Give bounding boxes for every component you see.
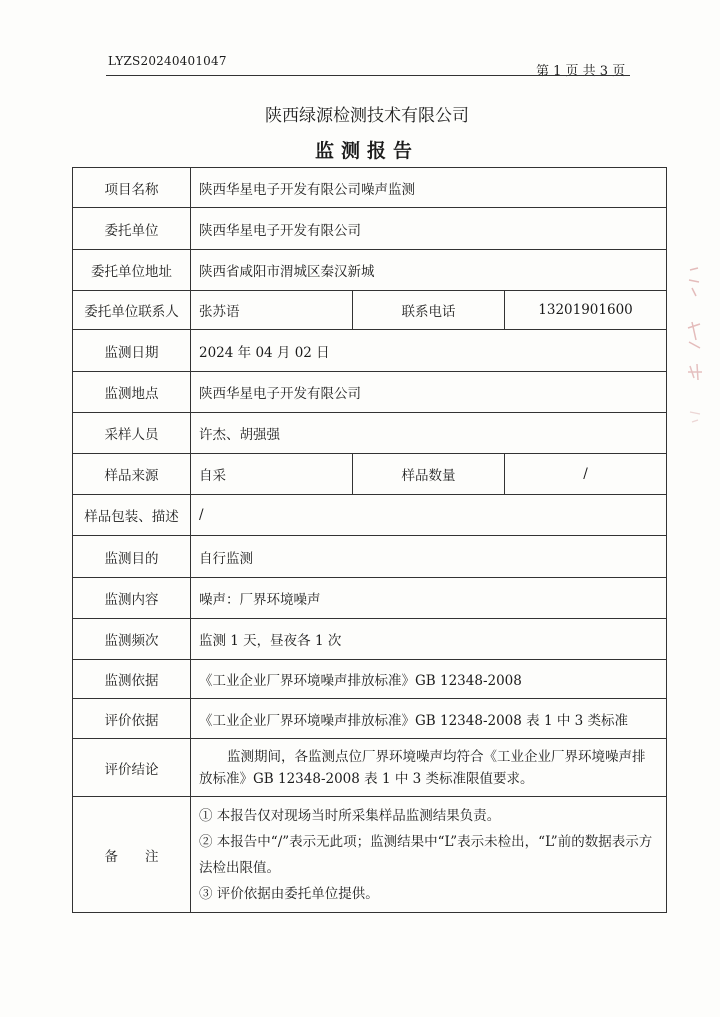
- purpose-label: 监测目的: [73, 536, 191, 578]
- sample-source-value: 自采: [191, 454, 353, 495]
- client-value: 陕西华星电子开发有限公司: [191, 208, 667, 250]
- row-basis: [73, 660, 667, 699]
- monitor-date-label: 监测日期: [73, 330, 191, 372]
- row-remarks: [73, 797, 667, 913]
- row-frequency: [73, 619, 667, 660]
- sample-source-label: 样品来源: [73, 454, 191, 495]
- row-purpose: [73, 536, 667, 578]
- row-conclusion: [73, 739, 667, 797]
- seal-edge-marks: [684, 262, 708, 442]
- frequency-value: 监测 1 天，昼夜各 1 次: [191, 619, 667, 660]
- samplers-label: 采样人员: [73, 413, 191, 454]
- row-project-name: [73, 168, 667, 208]
- monitor-site-value: 陕西华星电子开发有限公司: [191, 372, 667, 413]
- company-name: 陕西绿源检测技术有限公司: [265, 106, 469, 126]
- evaluation-basis-value: 《工业企业厂界环境噪声排放标准》GB 12348-2008 表 1 中 3 类标准: [191, 699, 667, 739]
- row-client-address: [73, 250, 667, 291]
- row-evaluation-basis: [73, 699, 667, 739]
- row-sample-packaging: [73, 495, 667, 536]
- row-sample-source: [73, 454, 667, 495]
- client-address-label: 委托单位地址: [73, 250, 191, 291]
- row-monitor-date: [73, 330, 667, 372]
- content-value: 噪声：厂界环境噪声: [191, 578, 667, 619]
- report-table: [72, 167, 667, 913]
- project-name-label: 项目名称: [73, 168, 191, 208]
- basis-value: 《工业企业厂界环境噪声排放标准》GB 12348-2008: [191, 660, 667, 699]
- report-title: 监测报告: [314, 140, 419, 162]
- content-label: 监测内容: [73, 578, 191, 619]
- client-contact-value: 张苏语: [191, 291, 353, 330]
- remark-item: ② 本报告中“/”表示无此项；监测结果中“L”表示未检出，“L”前的数据表示方法检出限值。: [199, 833, 653, 876]
- remark-item: ① 本报告仅对现场当时所采集样品监测结果负责。: [199, 807, 501, 824]
- phone-label: 联系电话: [353, 291, 505, 330]
- sample-quantity-label: 样品数量: [353, 454, 505, 495]
- evaluation-basis-label: 评价依据: [73, 699, 191, 739]
- row-client: [73, 208, 667, 250]
- remarks-label: 备 注: [73, 797, 191, 913]
- sample-packaging-value: /: [191, 495, 667, 536]
- sample-packaging-label: 样品包装、描述: [73, 495, 191, 536]
- header-rule: [106, 75, 630, 76]
- basis-label: 监测依据: [73, 660, 191, 699]
- samplers-value: 许杰、胡强强: [191, 413, 667, 454]
- monitor-date-value: 2024 年 04 月 02 日: [191, 330, 667, 372]
- remark-item: ③ 评价依据由委托单位提供。: [199, 885, 379, 902]
- conclusion-label: 评价结论: [73, 739, 191, 797]
- page-indicator: 第 1 页 共 3 页: [536, 64, 626, 79]
- client-label: 委托单位: [73, 208, 191, 250]
- row-samplers: [73, 413, 667, 454]
- frequency-label: 监测频次: [73, 619, 191, 660]
- sample-quantity-value: /: [505, 454, 667, 495]
- purpose-value: 自行监测: [191, 536, 667, 578]
- row-client-contact: [73, 291, 667, 330]
- client-contact-label: 委托单位联系人: [73, 291, 191, 330]
- client-address-value: 陕西省咸阳市渭城区秦汉新城: [191, 250, 667, 291]
- row-monitor-site: [73, 372, 667, 413]
- row-content: [73, 578, 667, 619]
- report-number: LYZS20240401047: [108, 54, 227, 68]
- project-name-value: 陕西华星电子开发有限公司噪声监测: [191, 168, 667, 208]
- phone-value: 13201901600: [505, 291, 667, 330]
- monitor-site-label: 监测地点: [73, 372, 191, 413]
- remarks-list: [191, 797, 667, 913]
- conclusion-value: 监测期间，各监测点位厂界环境噪声均符合《工业企业厂界环境噪声排放标准》GB 12348-2008 表 1 中 3 类标准限值要求。: [191, 739, 667, 797]
